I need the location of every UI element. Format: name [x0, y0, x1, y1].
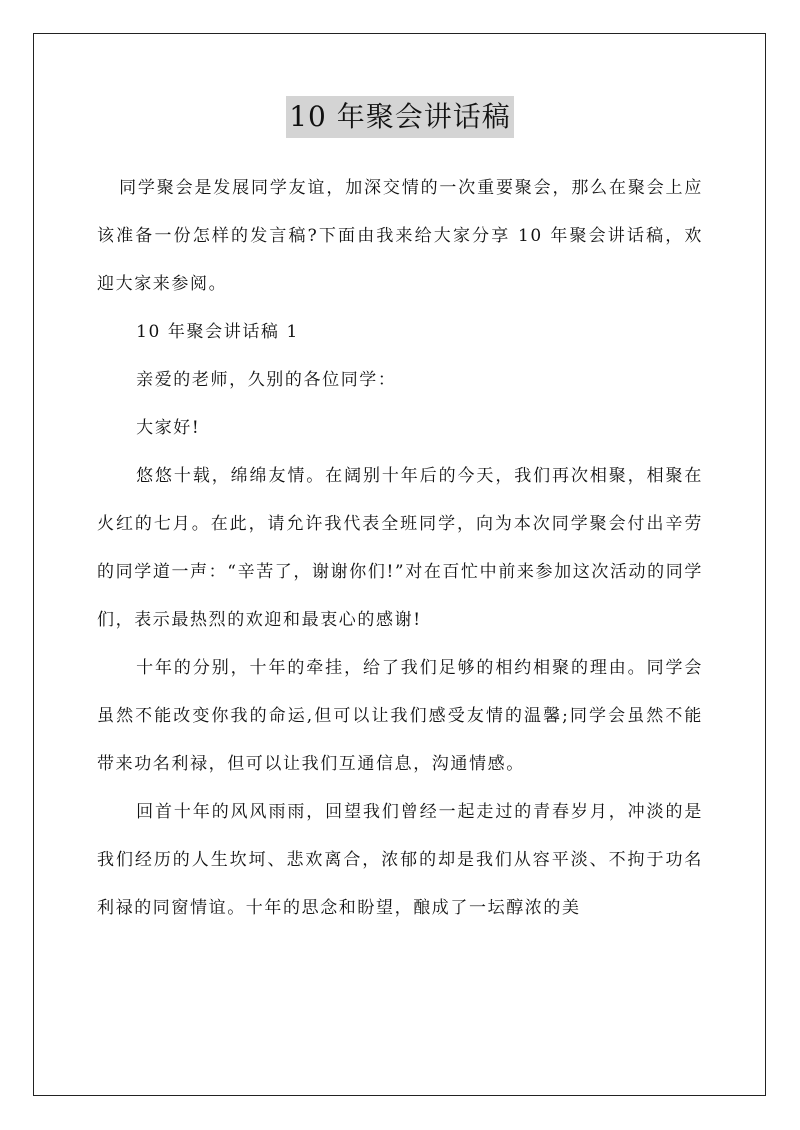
section-heading: 10 年聚会讲话稿 1 — [136, 322, 299, 342]
title-container — [0, 96, 800, 138]
salutation: 亲爱的老师，久别的各位同学： — [136, 370, 397, 390]
greeting: 大家好! — [136, 418, 201, 438]
intro-paragraph: 同学聚会是发展同学友谊，加深交情的一次重要聚会，那么在聚会上应该准备一份怎样的发言稿?下面由我来给大家分享 10 年聚会讲话稿，欢迎大家来参阅。 — [97, 178, 703, 294]
body-paragraph: 悠悠十载，绵绵友情。在阔别十年后的今天，我们再次相聚，相聚在火红的七月。在此，请允许我代表全班同学，向为本次同学聚会付出辛劳的同学道一声：“辛苦了，谢谢你们!”对在百忙中前来参加这次活动的同学们，表示最热烈的欢迎和最衷心的感谢! — [97, 466, 703, 630]
body-paragraph: 回首十年的风风雨雨，回望我们曾经一起走过的青春岁月，冲淡的是我们经历的人生坎坷、悲欢离合，浓郁的却是我们从容平淡、不拘于功名利禄的同窗情谊。十年的思念和盼望，酿成了一坛醇浓的美 — [97, 802, 703, 918]
body-paragraph: 十年的分别，十年的牵挂，给了我们足够的相约相聚的理由。同学会虽然不能改变你我的命运,但可以让我们感受友情的温馨;同学会虽然不能带来功名利禄，但可以让我们互通信息，沟通情感。 — [97, 658, 703, 774]
document-title: 10 年聚会讲话稿 — [286, 96, 514, 138]
document-body — [97, 164, 703, 932]
